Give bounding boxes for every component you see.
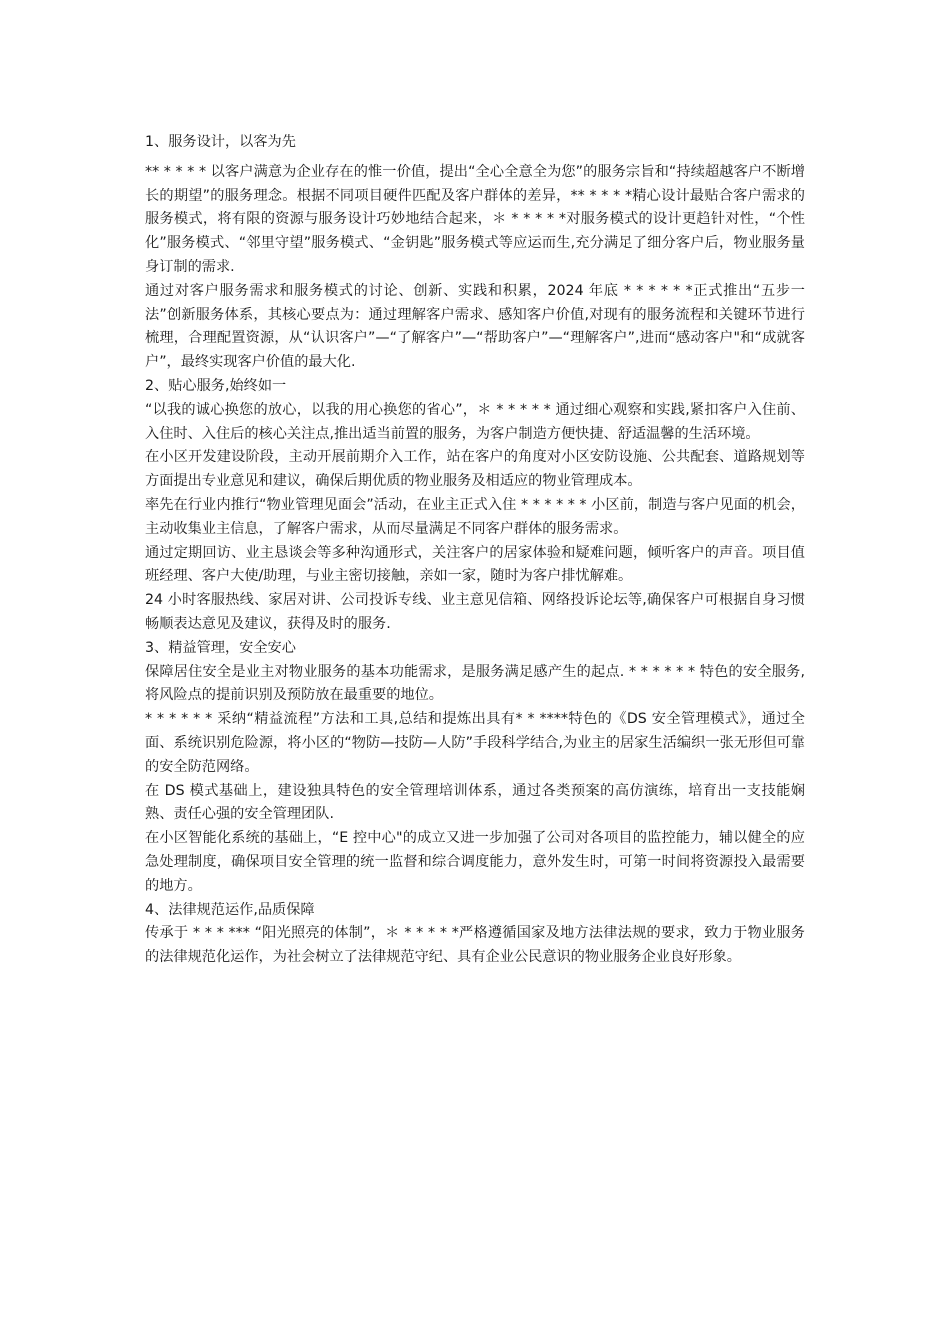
section-heading-1: 1、服务设计，以客为先 — [145, 134, 296, 150]
paragraph: 在 DS 模式基础上，建设独具特色的安全管理培训体系，通过各类预案的高仿演练，培育出一支技能娴熟、责任心强的安全管理团队. — [145, 782, 805, 823]
section-heading-2: 2、贴心服务,始终如一 — [145, 377, 287, 394]
document-body — [145, 131, 805, 970]
section-heading-4: 4、法律规范运作,品质保障 — [145, 901, 315, 918]
paragraph: * * * * * * 采纳“精益流程”方法和工具,总结和提炼出具有* * ****特色的《DS 安全管理模式》，通过全面、系统识别危险源，将小区的“物防—技防—人防”手段科学结合,为业主的居家生活编织一张无形但可靠的安全防范网络。 — [145, 711, 805, 775]
section-heading-3: 3、精益管理，安全安心 — [145, 639, 296, 656]
paragraph: 通过对客户服务需求和服务模式的讨论、创新、实践和积累，2024 年底 * * * * * *正式推出“五步一法”创新服务体系，其核心要点为：通过理解客户需求、感知客户价值,对现有的服务流程和关键环节进行梳理，合理配置资源，从“认识客户”—“了解客户”—“帮助客户”—“理解客户”,进而“感动客户"和“成就客户”，最终实现客户价值的最大化. — [145, 282, 805, 371]
paragraph: “以我的诚心换您的放心，以我的用心换您的省心”，＊ * * * * * 通过细心观察和实践,紧扣客户入住前、入住时、入住后的核心关注点,推出适当前置的服务，为客户制造方便快捷、舒适温馨的生活环境。 — [145, 401, 805, 442]
paragraph: 在小区智能化系统的基础上，“E 控中心"的成立又进一步加强了公司对各项目的监控能力，辅以健全的应急处理制度，确保项目安全管理的统一监督和综合调度能力，意外发生时，可第一时间将资源投入最需要的地方。 — [145, 830, 805, 894]
paragraph: 在小区开发建设阶段，主动开展前期介入工作，站在客户的角度对小区安防设施、公共配套、道路规划等方面提出专业意见和建议，确保后期优质的物业服务及相适应的物业管理成本。 — [145, 449, 805, 490]
paragraph: 24 小时客服热线、家居对讲、公司投诉专线、业主意见信箱、网络投诉论坛等,确保客户可根据自身习惯畅顺表达意见及建议，获得及时的服务. — [145, 592, 805, 632]
paragraph: 通过定期回访、业主恳谈会等多种沟通形式，关注客户的居家体验和疑难问题，倾听客户的声音。项目值班经理、客户大使/助理，与业主密切接触，亲如一家，随时为客户排忧解难。 — [145, 544, 805, 585]
paragraph: 传承于 * * * *** “阳光照亮的体制”，＊ * * * * *严格遵循国家及地方法律法规的要求，致力于物业服务的法律规范化运作，为社会树立了法律规范守纪、具有企业公民意识的物业服务企业良好形象。 — [145, 925, 805, 966]
paragraph: ** * * * * 以客户满意为企业存在的惟一价值，提出“全心全意全为您”的服务宗旨和“持续超越客户不断增长的期望”的服务理念。根据不同项目硬件匹配及客户群体的差异，** * * * *精心设计最贴合客户需求的服务模式，将有限的资源与服务设计巧妙地结合起来，＊ * * * * *对服务模式的设计更趋针对性，“个性化”服务模式、“邻里守望”服务模式、“金钥匙”服务模式等应运而生,充分满足了细分客户后，物业服务量身订制的需求. — [145, 163, 805, 275]
paragraph: 率先在行业内推行“物业管理见面会”活动，在业主正式入住 * * * * * * 小区前，制造与客户见面的机会，主动收集业主信息，了解客户需求，从而尽量满足不同客户群体的服务需求。 — [145, 496, 805, 537]
paragraph: 保障居住安全是业主对物业服务的基本功能需求，是服务满足感产生的起点. * * * * * * 特色的安全服务,将风险点的提前识别及预防放在最重要的地位。 — [145, 663, 805, 704]
